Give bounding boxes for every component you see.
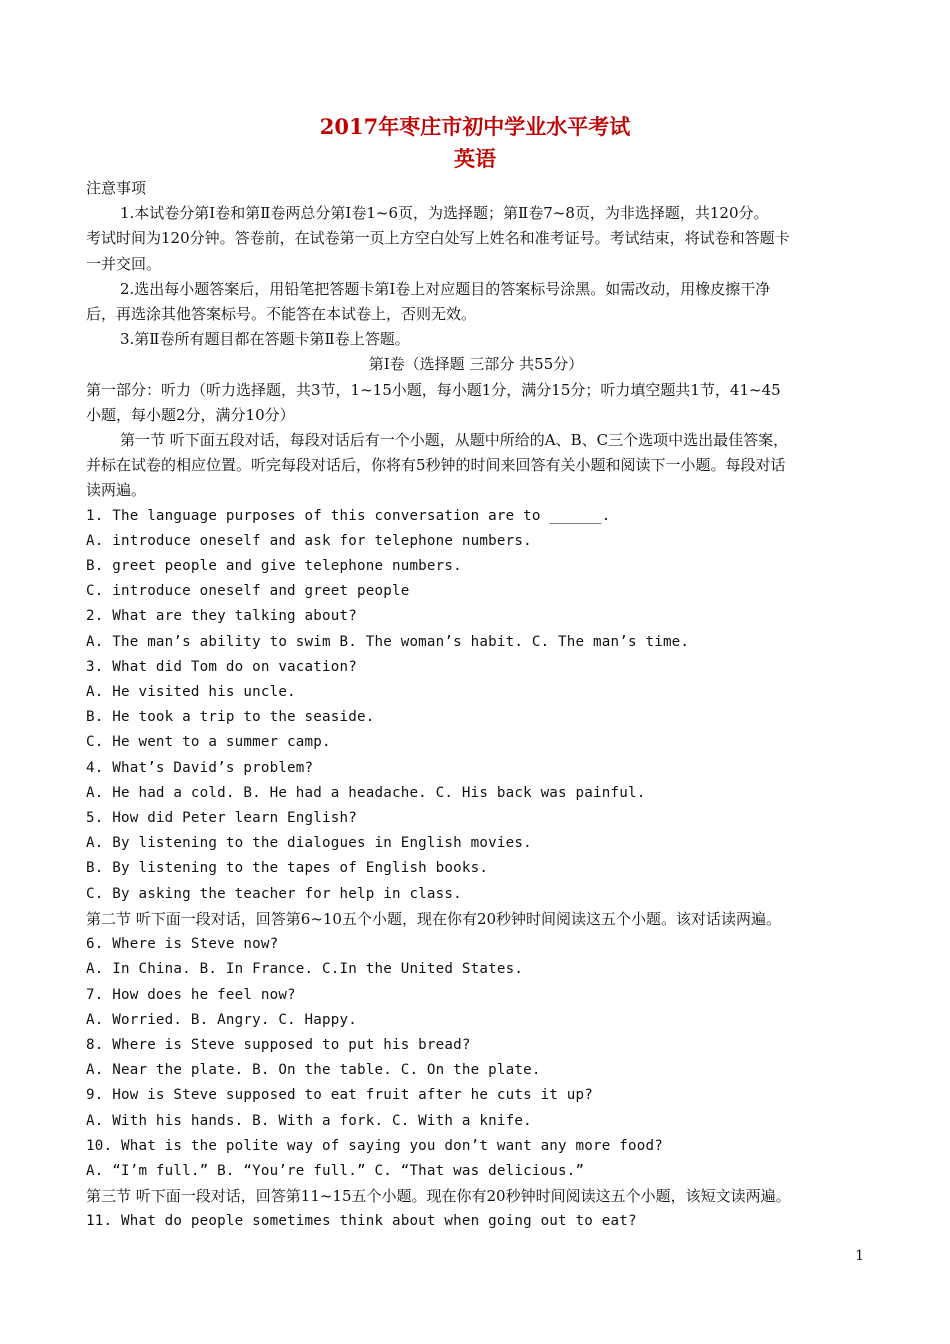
text-line: 4. What’s David’s problem? <box>86 759 314 776</box>
text-line: A. He had a cold. B. He had a headache. C. His back was painful. <box>86 784 646 801</box>
text-line: 一并交回。 <box>86 254 162 273</box>
text-line: B. greet people and give telephone numbers. <box>86 558 462 575</box>
text-line: A. introduce oneself and ask for telephone numbers. <box>86 532 532 549</box>
text-line: 读两遍。 <box>86 481 147 500</box>
text-line: A. Worried. B. Angry. C. Happy. <box>86 1011 357 1028</box>
text-line: 第二节 听下面一段对话，回答第6~10五个小题，现在你有20秒钟时间阅读这五个小题。该对话读两遍。 <box>86 909 782 928</box>
text-line: 考试时间为120分钟。答卷前，在试卷第一页上方空白处写上姓名和准考证号。考试结束，将试卷和答题卡 <box>86 229 790 248</box>
text-line: 8. Where is Steve supposed to put his bread? <box>86 1036 471 1053</box>
text-line: 10. What is the polite way of saying you don’t want any more food? <box>86 1137 663 1154</box>
text-line: 2. What are they talking about? <box>86 608 357 625</box>
text-line: 7. How does he feel now? <box>86 986 296 1003</box>
text-line: 2.选出每小题答案后，用铅笔把答题卡第Ⅰ卷上对应题目的答案标号涂黑。如需改动，用橡皮擦干净 <box>120 279 771 298</box>
text-line: A. “I’m full.” B. “You’re full.” C. “That was delicious.” <box>86 1162 585 1179</box>
text-line: C. He went to a summer camp. <box>86 734 331 751</box>
text-line: C. introduce oneself and greet people <box>86 583 410 600</box>
text-line: 1.本试卷分第Ⅰ卷和第Ⅱ卷两总分第Ⅰ卷1~6页，为选择题；第Ⅱ卷7~8页，为非选择题，共120分。 <box>120 204 769 223</box>
text-line: 并标在试卷的相应位置。听完每段对话后，你将有5秒钟的时间来回答有关小题和阅读下一小题。每段对话 <box>86 456 786 475</box>
text-line: 3. What did Tom do on vacation? <box>86 658 357 675</box>
text-line: 1. The language purposes of this conversation are to ______. <box>86 507 611 524</box>
exam-title: 2017年枣庄市初中学业水平考试 <box>319 114 631 139</box>
text-line: A. By listening to the dialogues in English movies. <box>86 835 532 852</box>
text-line: B. He took a trip to the seaside. <box>86 709 375 726</box>
exam-subject: 英语 <box>454 146 496 171</box>
text-line: 5. How did Peter learn English? <box>86 810 357 827</box>
text-line: A. Near the plate. B. On the table. C. On the plate. <box>86 1062 541 1079</box>
text-line: 第一节 听下面五段对话，每段对话后有一个小题，从题中所给的A、B、C三个选项中选出最佳答案， <box>120 431 789 450</box>
text-line: A. With his hands. B. With a fork. C. With a knife. <box>86 1112 532 1129</box>
text-line: 第三节 听下面一段对话，回答第11~15五个小题。现在你有20秒钟时间阅读这五个小题，该短文读两遍。 <box>86 1187 791 1206</box>
text-line: 第一部分：听力（听力选择题，共3节，1~15小题，每小题1分，满分15分；听力填空题共1节，41~45 <box>86 380 781 399</box>
text-line: 第Ⅰ卷（选择题 三部分 共55分） <box>368 355 584 374</box>
page-number: 1 <box>855 1248 864 1264</box>
text-line: 小题，每小题2分，满分10分） <box>86 405 295 424</box>
document-body <box>86 176 866 1235</box>
text-line: A. In China. B. In France. C.In the United States. <box>86 961 524 978</box>
text-line: 9. How is Steve supposed to eat fruit after he cuts it up? <box>86 1087 594 1104</box>
text-line: A. The man’s ability to swim B. The woman’s habit. C. The man’s time. <box>86 633 690 650</box>
text-line: 后，再选涂其他答案标号。不能答在本试卷上，否则无效。 <box>86 305 477 324</box>
text-line: 注意事项 <box>86 179 147 197</box>
text-line: 11. What do people sometimes think about when going out to eat? <box>86 1213 637 1230</box>
text-line: C. By asking the teacher for help in class. <box>86 885 462 902</box>
text-line: 3.第Ⅱ卷所有题目都在答题卡第Ⅱ卷上答题。 <box>120 330 410 349</box>
text-line: B. By listening to the tapes of English books. <box>86 860 489 877</box>
text-line: 6. Where is Steve now? <box>86 936 279 953</box>
text-line: A. He visited his uncle. <box>86 684 296 701</box>
